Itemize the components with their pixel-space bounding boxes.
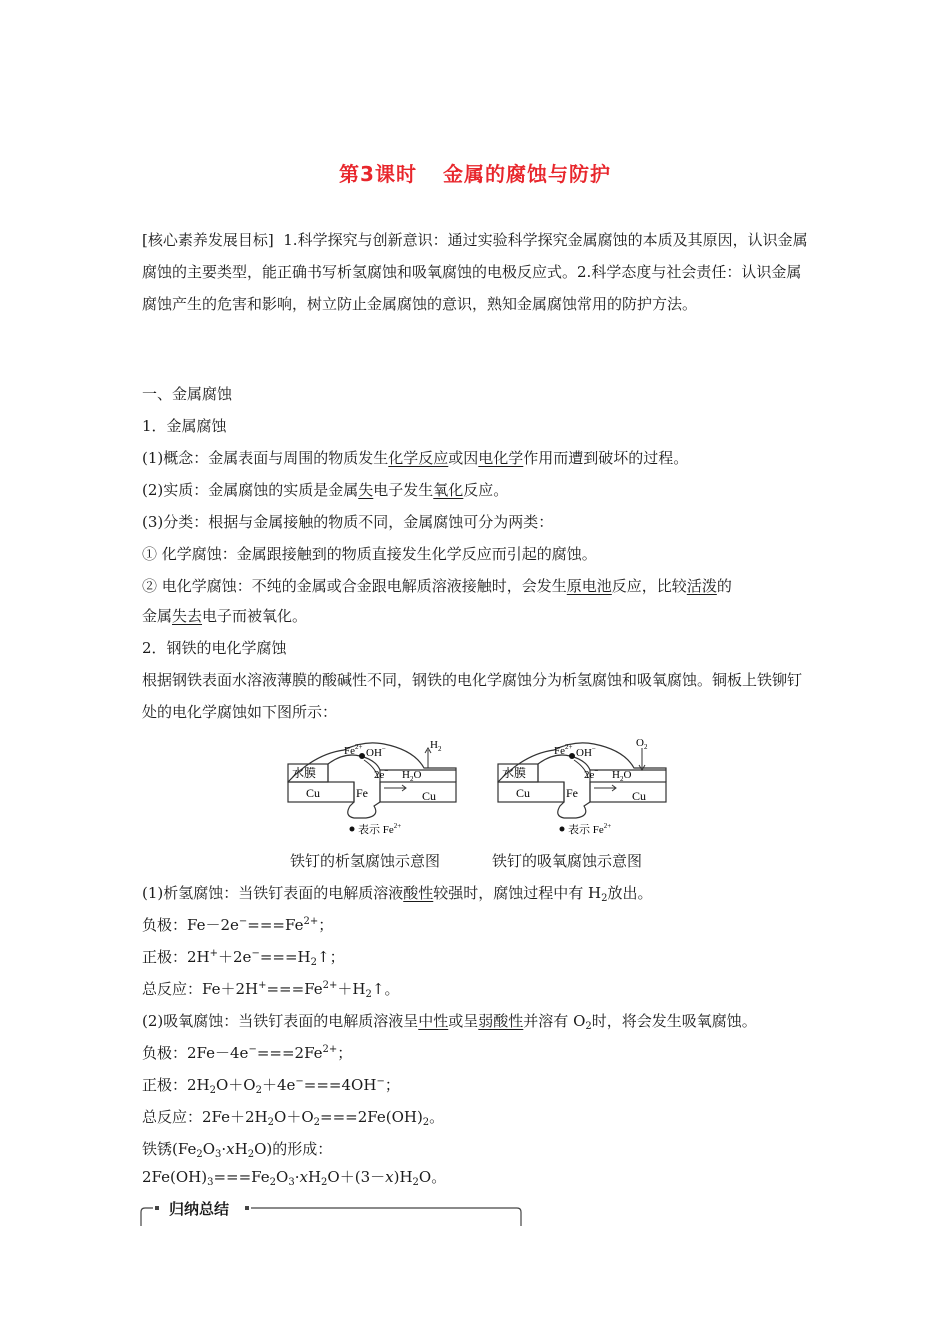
concept-text: 或因 <box>448 449 479 467</box>
lesson-topic: 金属的腐蚀与防护 <box>442 162 611 186</box>
water-film-label: 水膜 <box>292 766 317 780</box>
page-title <box>0 158 950 187</box>
oh-label: OH− <box>576 745 596 759</box>
fe2-ion-dot <box>359 753 365 759</box>
oxygen-total-reaction: 总反应：$2Fe+2H_2O+O_2===2Fe(OH)_2$。 <box>142 1108 445 1128</box>
hydrogen-negative-electrode: 负极：$Fe-2e^-===Fe^{2+}$； <box>142 916 334 934</box>
copper-label-left: Cu <box>306 786 321 800</box>
subsection-heading-1: 1．金属腐蚀 <box>142 417 227 435</box>
blank-answer: 中性 <box>418 1012 449 1030</box>
oxygen-positive-electrode: 正极：$2H_2O+O_2+4e^-===4OH^-$； <box>142 1076 400 1096</box>
iron-nail <box>328 755 380 818</box>
chemical-corrosion-line: ① 化学腐蚀：金属跟接触到的物质直接发生化学反应而引起的腐蚀。 <box>142 545 597 563</box>
blank-answer: 失 <box>358 481 374 499</box>
concept-line <box>142 447 688 468</box>
hydrogen-positive-electrode: 正极：$2H^++2e^-===H_2↑$； <box>142 948 345 968</box>
section-heading: 一、金属腐蚀 <box>142 385 233 403</box>
blank-answer: 电化学 <box>478 449 524 467</box>
classify-line: (3)分类：根据与金属接触的物质不同，金属腐蚀可分为两类： <box>142 513 554 531</box>
fe2-label: $Fe^{2+}$ <box>554 743 573 757</box>
electro-corrosion-line-2 <box>142 605 307 626</box>
subsection-heading-2: 2．钢铁的电化学腐蚀 <box>142 639 287 657</box>
copper-plate-left <box>288 782 354 802</box>
concept-text: 作用而遭到破坏的过程。 <box>523 449 689 467</box>
blank-answer: 化学反应 <box>388 449 449 467</box>
electro-text: 金属 <box>142 607 173 625</box>
blank-answer: 失去 <box>172 607 203 625</box>
hydrogen-corrosion-desc: (1)析氢腐蚀：当铁钉表面的电解质溶液酸性较强时，腐蚀过程中有 $H_2$放出。 <box>142 884 653 904</box>
electron-label: 2e− <box>374 767 389 781</box>
hydrogen-corrosion-diagram <box>288 739 456 836</box>
rust-formation-title: 铁锈$(Fe_2O_3\cdot xH_2O)$的形成： <box>142 1140 333 1160</box>
oxygen-gas-label: $O_2$ <box>636 737 648 751</box>
water-label: $H_2O$ <box>402 769 422 783</box>
electro-text: 反应，比较 <box>611 577 687 595</box>
copper-plate-left <box>498 782 564 802</box>
hydrogen-gas-label: $H_2$ <box>430 739 442 753</box>
oxygen-corrosion-desc: (2)吸氧腐蚀：当铁钉表面的电解质溶液呈中性或呈弱酸性并溶有 $O_2$时，将会发生吸氧腐蚀。 <box>142 1012 757 1032</box>
legend-dot <box>560 827 565 832</box>
legend-dot <box>350 827 355 832</box>
copper-plate-right <box>590 782 666 802</box>
hydrogen-total-reaction: 总反应：$Fe+2H^+===Fe^{2+}+H_2↑$。 <box>142 980 400 1000</box>
legend-label: 表示 $Fe^{2+}$ <box>568 822 612 836</box>
water-label: $H_2O$ <box>612 769 632 783</box>
hydrogen-diagram-caption: 铁钉的析氢腐蚀示意图 <box>290 852 441 870</box>
copper-label-right: Cu <box>632 789 647 803</box>
essence-line <box>142 479 508 500</box>
rust-formation-equation: $2Fe(OH)_3===Fe_2O_3\cdot xH_2O+(3-x)H_2O$。 <box>142 1168 447 1188</box>
oxygen-negative-electrode: 负极：$2Fe-4e^-===2Fe^{2+}$； <box>142 1044 353 1062</box>
electro-text: 的 <box>716 577 732 595</box>
concept-text: (1)概念：金属表面与周围的物质发生 <box>142 449 389 467</box>
essence-text: (2)实质：金属腐蚀的实质是金属 <box>142 481 359 499</box>
goals-label: [核心素养发展目标] <box>142 231 274 249</box>
iron-nail <box>538 755 590 818</box>
blank-answer: 氧化 <box>433 481 464 499</box>
oxygen-corrosion-diagram <box>498 737 666 836</box>
blank-answer: 原电池 <box>566 577 612 595</box>
electro-text: 电子而被氧化。 <box>202 607 308 625</box>
core-goals <box>142 224 814 320</box>
essence-text: 反应。 <box>463 481 509 499</box>
blank-answer: 活泼 <box>686 577 717 595</box>
copper-label-right: Cu <box>422 789 437 803</box>
summary-box <box>139 1198 523 1228</box>
electron-label: 2e− <box>584 767 599 781</box>
blank-answer: 弱酸性 <box>478 1012 524 1030</box>
electro-text: ② 电化学腐蚀：不纯的金属或合金跟电解质溶液接触时，会发生 <box>142 577 567 595</box>
iron-label: Fe <box>566 786 578 800</box>
iron-label: Fe <box>356 786 368 800</box>
lesson-number: 第3课时 <box>339 162 417 186</box>
summary-label: 归纳总结 <box>165 1198 233 1219</box>
oxygen-diagram-caption: 铁钉的吸氧腐蚀示意图 <box>492 852 643 870</box>
blank-answer: 酸性 <box>403 884 434 902</box>
water-film-label: 水膜 <box>502 766 527 780</box>
copper-label-left: Cu <box>516 786 531 800</box>
essence-text: 电子发生 <box>373 481 434 499</box>
copper-plate-right <box>380 782 456 802</box>
steel-corrosion-intro: 根据钢铁表面水溶液薄膜的酸碱性不同，钢铁的电化学腐蚀分为析氢腐蚀和吸氧腐蚀。铜板上铁铆钉处的电化学腐蚀如下图所示： <box>142 671 803 721</box>
fe2-ion-dot <box>569 753 575 759</box>
electro-corrosion-line <box>142 575 732 596</box>
fe2-label: $Fe^{2+}$ <box>344 743 363 757</box>
legend-label: 表示 $Fe^{2+}$ <box>358 822 402 836</box>
corrosion-diagrams <box>284 734 674 844</box>
oh-label: OH− <box>366 745 386 759</box>
goals-text: 1.科学探究与创新意识：通过实验科学探究金属腐蚀的本质及其原因，认识金属腐蚀的主要类型，能正确书写析氢腐蚀和吸氧腐蚀的电极反应式。2.科学态度与社会责任：认识金属腐蚀产生的危害和影响，树立防止金属腐蚀的意识，熟知金属腐蚀常用的防护方法。 <box>142 231 808 313</box>
